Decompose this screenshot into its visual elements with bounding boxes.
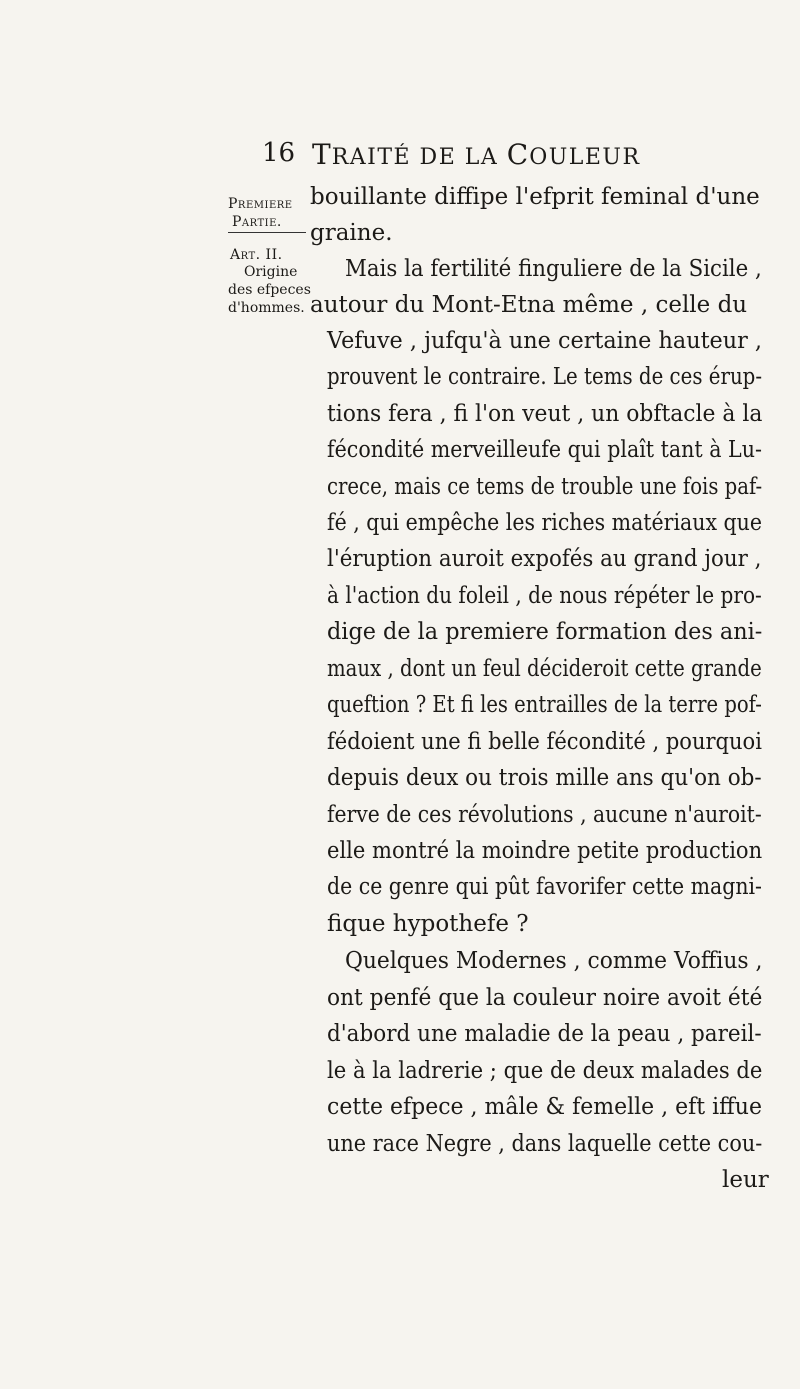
text-line: le à la ladrerie ; que de deux malades de — [327, 1058, 763, 1084]
text-line: depuis deux ou trois mille ans qu'on ob- — [327, 765, 762, 791]
catchword: leur — [722, 1167, 769, 1193]
text-line: Quelques Modernes , comme Voffius , — [345, 948, 763, 974]
text-line: cette efpece , mâle & femelle , eft iffue — [327, 1094, 762, 1120]
margin-part-bottom: Partie. — [232, 214, 282, 230]
margin-part-top: Premiere — [228, 196, 293, 212]
text-line: crece, mais ce tems de trouble une fois paf- — [327, 474, 763, 500]
text-line: elle montré la moindre petite production — [327, 838, 763, 864]
text-line: bouillante diffipe l'efprit feminal d'une — [310, 184, 760, 210]
text-line: fique hypothefe ? — [327, 911, 529, 937]
text-line: queftion ? Et fi les entrailles de la terre pof- — [327, 692, 762, 718]
text-line: tions fera , fi l'on veut , un obftacle à la — [327, 401, 763, 427]
text-line: à l'action du foleil , de nous répéter le pro- — [327, 583, 762, 609]
text-line: graine. — [310, 220, 393, 246]
margin-origin-2: des efpeces — [228, 282, 311, 298]
text-line: une race Negre , dans laquelle cette cou- — [327, 1131, 763, 1157]
page-header — [262, 138, 762, 178]
text-line: Vefuve , jufqu'à une certaine hauteur , — [327, 328, 763, 354]
margin-rule — [228, 232, 306, 233]
text-line: fécondité merveilleufe qui plaît tant à Lu- — [327, 437, 762, 463]
text-line: de ce genre qui pût favorifer cette magni- — [327, 874, 762, 900]
text-line: dige de la premiere formation des ani- — [327, 619, 763, 645]
text-line: prouvent le contraire. Le tems de ces érup- — [327, 364, 763, 390]
margin-article: Art. II. — [230, 247, 283, 263]
text-line: l'éruption auroit expofés au grand jour , — [327, 546, 762, 572]
page-number: 16 — [262, 138, 296, 168]
margin-origin-3: d'hommes. — [228, 300, 305, 316]
text-line: Mais la fertilité finguliere de la Sicile , — [345, 256, 762, 282]
text-line: maux , dont un feul décideroit cette grande — [327, 656, 762, 682]
text-line: d'abord une maladie de la peau , pareil- — [327, 1021, 762, 1047]
margin-origin-1: Origine — [244, 264, 298, 280]
running-title: TRAITÉ DE LA COULEUR — [312, 138, 641, 171]
text-line: fé , qui empêche les riches matériaux que — [327, 510, 762, 536]
text-line: fédoient une fi belle fécondité , pourquoi — [327, 729, 762, 755]
text-line: ferve de ces révolutions , aucune n'auroit- — [327, 802, 762, 828]
text-line: autour du Mont-Etna même , celle du — [310, 292, 748, 318]
text-line: ont penfé que la couleur noire avoit été — [327, 985, 763, 1011]
